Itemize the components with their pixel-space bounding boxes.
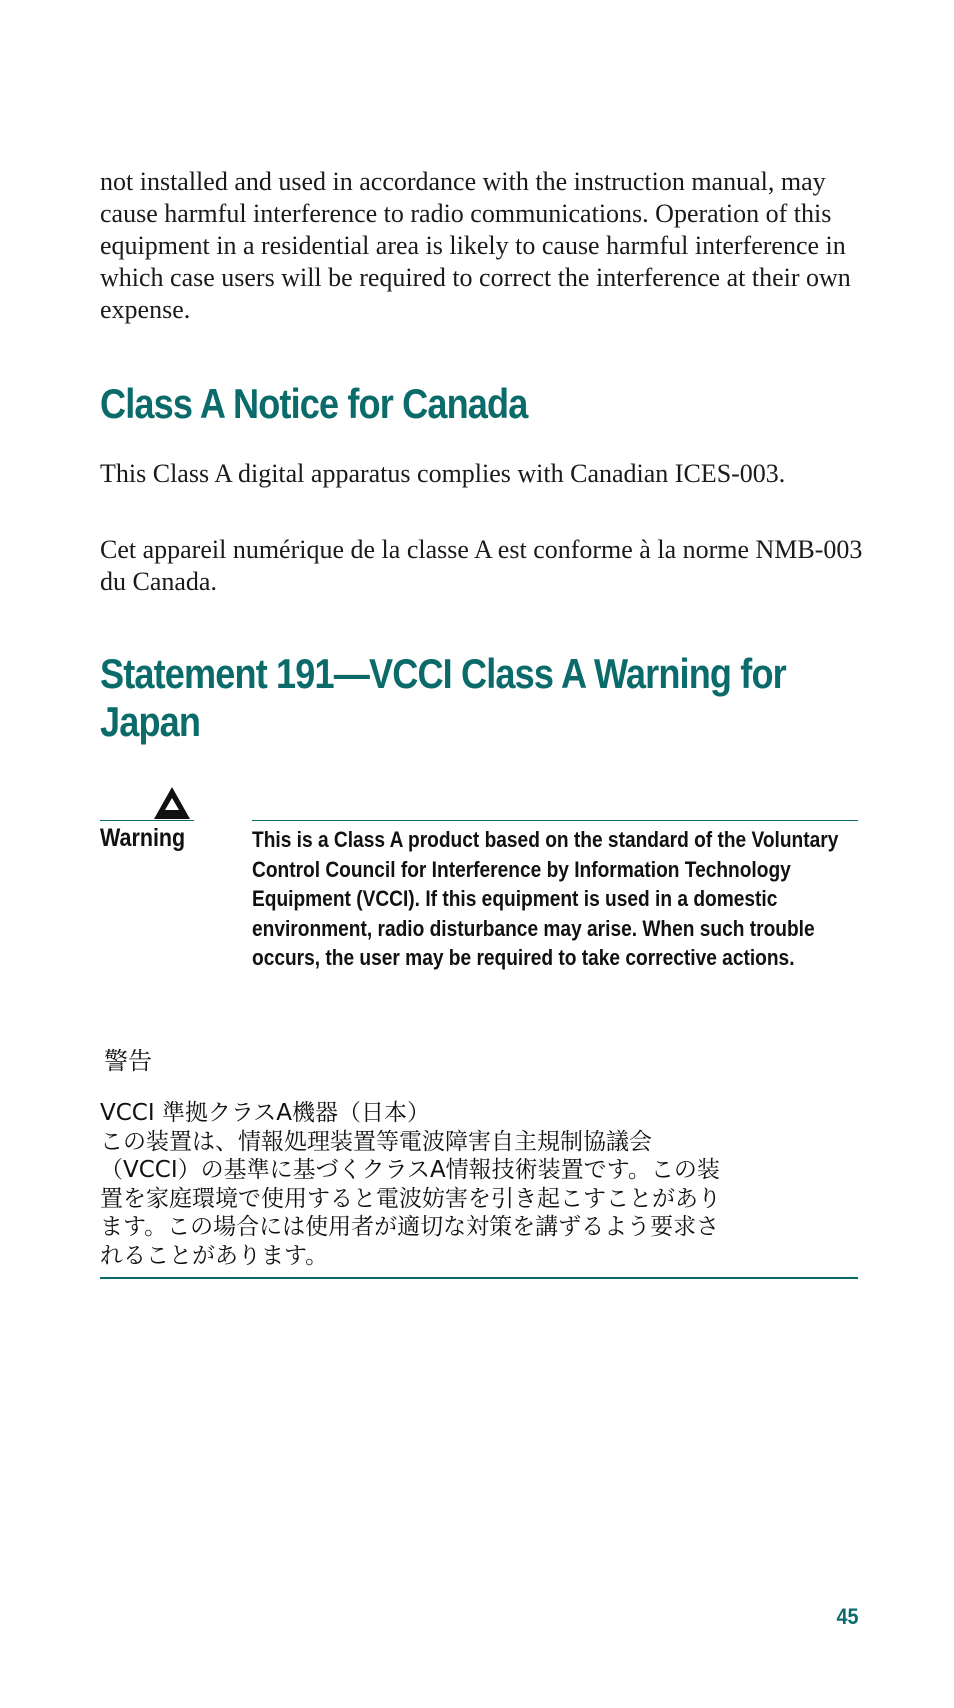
canada-heading: Class A Notice for Canada [100, 380, 528, 427]
japanese-line: 置を家庭環境で使用すると電波妨害を引き起こすことがあり [100, 1185, 721, 1212]
japanese-warning-text [100, 1099, 800, 1271]
warning-triangle-icon [153, 786, 191, 820]
canada-paragraph-en: This Class A digital apparatus complies with Canadian ICES-003. [100, 459, 786, 488]
canada-paragraph-fr: Cet appareil numérique de la classe A est conforme à la norme NMB-003 du Canada. [100, 535, 863, 596]
japanese-line: ます。この場合には使用者が適切な対策を講ずるよう要求さ [100, 1214, 720, 1241]
japanese-warning-title: 警告 [104, 1047, 152, 1075]
japanese-line: （VCCI）の基準に基づくクラスA情報技術装置です。この装 [100, 1157, 720, 1184]
japanese-line: この装置は、情報処理装置等電波障害自主規制協議会 [100, 1128, 652, 1155]
warning-rule-bottom [100, 1277, 858, 1279]
page-number: 45 [835, 1604, 858, 1629]
japanese-line: VCCI 準拠クラスA機器（日本） [100, 1100, 430, 1126]
warning-label: Warning [100, 824, 186, 852]
warning-rule-left [100, 820, 194, 821]
warning-text: This is a Class A product based on the standard of the Voluntary Control Council for Interference by Information Technology Equipment (VCCI). If this equipment is used in a domestic environment, radio disturbance may arise. When such trouble occurs, the user may be required to take corrective actions. [252, 827, 839, 970]
japan-heading: Statement 191—VCCI Class A Warning for Japan [100, 650, 786, 745]
intro-paragraph: not installed and used in accordance with the instruction manual, may cause harmful interference to radio communications. Operation of this equipment in a residential area is likely to cause harmful interference in which case users will be required to correct the interference at their own expense. [100, 167, 851, 324]
japanese-line: れることがあります。 [100, 1242, 329, 1269]
warning-rule-right [252, 820, 858, 821]
